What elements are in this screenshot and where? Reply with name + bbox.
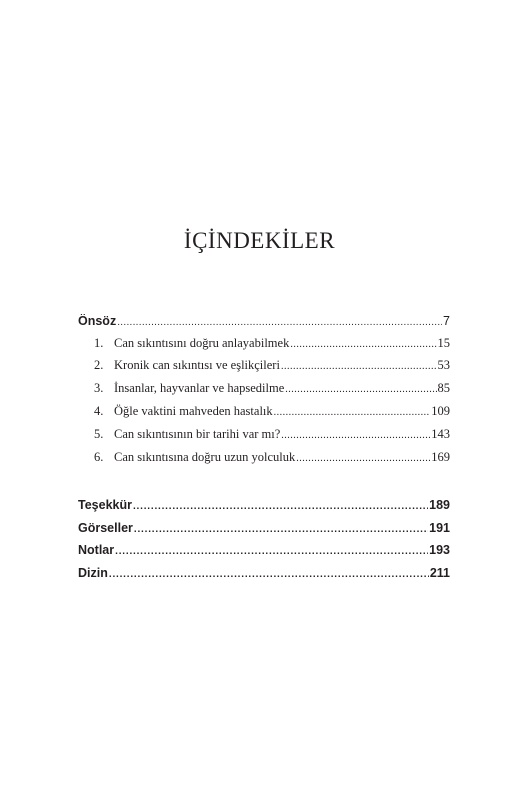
toc-entry-chapter-1 — [94, 336, 450, 354]
page-title: İÇİNDEKİLER — [183, 228, 336, 253]
leader-dots — [274, 407, 431, 418]
toc-page-number: 193 — [429, 543, 450, 557]
toc-page-number: 53 — [437, 358, 450, 372]
toc-entry-chapter-2 — [94, 358, 450, 376]
toc-entry-label: Öğle vaktini mahveden hastalık — [114, 404, 273, 418]
leader-dots — [296, 453, 430, 464]
toc-page-number: 143 — [431, 427, 450, 441]
toc-entry-label: Teşekkür — [78, 498, 132, 512]
toc-entry-label: Can sıkıntısının bir tarihi var mı? — [114, 427, 281, 441]
toc-entry-index — [78, 566, 450, 584]
chapter-number: 3. — [94, 381, 104, 395]
toc-entry-label: Görseller — [78, 521, 133, 535]
toc-page-number: 169 — [431, 450, 450, 464]
chapter-number: 1. — [94, 336, 104, 350]
leader-dots — [133, 501, 428, 512]
toc-entry-chapter-6 — [94, 450, 450, 468]
toc-page-number: 191 — [429, 521, 450, 535]
toc-entry-preface — [78, 314, 450, 332]
toc-entry-label: Notlar — [78, 543, 115, 557]
chapter-number: 4. — [94, 404, 104, 418]
toc-entry-illustrations — [78, 521, 450, 539]
toc-entry-label: Can sıkıntısını doğru anlayabilmek — [114, 336, 290, 350]
toc-entry-label: Önsöz — [78, 314, 117, 328]
toc-entry-label: Can sıkıntısına doğru uzun yolculuk — [114, 450, 296, 464]
toc-page-number: 7 — [443, 314, 450, 328]
toc-entry-label: Dizin — [78, 566, 108, 580]
leader-dots — [285, 384, 436, 395]
toc-entry-chapter-3 — [94, 381, 450, 399]
leader-dots — [115, 546, 428, 557]
toc-entry-notes — [78, 543, 450, 561]
toc-page-number: 15 — [437, 336, 450, 350]
toc-page-number: 211 — [429, 566, 450, 580]
leader-dots — [134, 524, 428, 535]
chapter-number: 5. — [94, 427, 104, 441]
toc-entry-chapter-5 — [94, 427, 450, 445]
chapter-number: 2. — [94, 358, 104, 372]
leader-dots — [281, 430, 430, 441]
toc-entry-label: İnsanlar, hayvanlar ve hapsedilme — [114, 381, 285, 395]
leader-dots — [117, 317, 442, 328]
toc-entry-label: Kronik can sıkıntısı ve eşlikçileri — [114, 358, 280, 372]
toc-page-number: 85 — [437, 381, 450, 395]
toc-page-number: 109 — [431, 404, 450, 418]
toc-entry-acknowledgements — [78, 498, 450, 516]
leader-dots — [109, 569, 429, 580]
toc-page-number: 189 — [429, 498, 450, 512]
leader-dots — [281, 361, 437, 372]
chapter-number: 6. — [94, 450, 104, 464]
toc-entry-chapter-4 — [94, 404, 450, 422]
leader-dots — [290, 339, 436, 350]
